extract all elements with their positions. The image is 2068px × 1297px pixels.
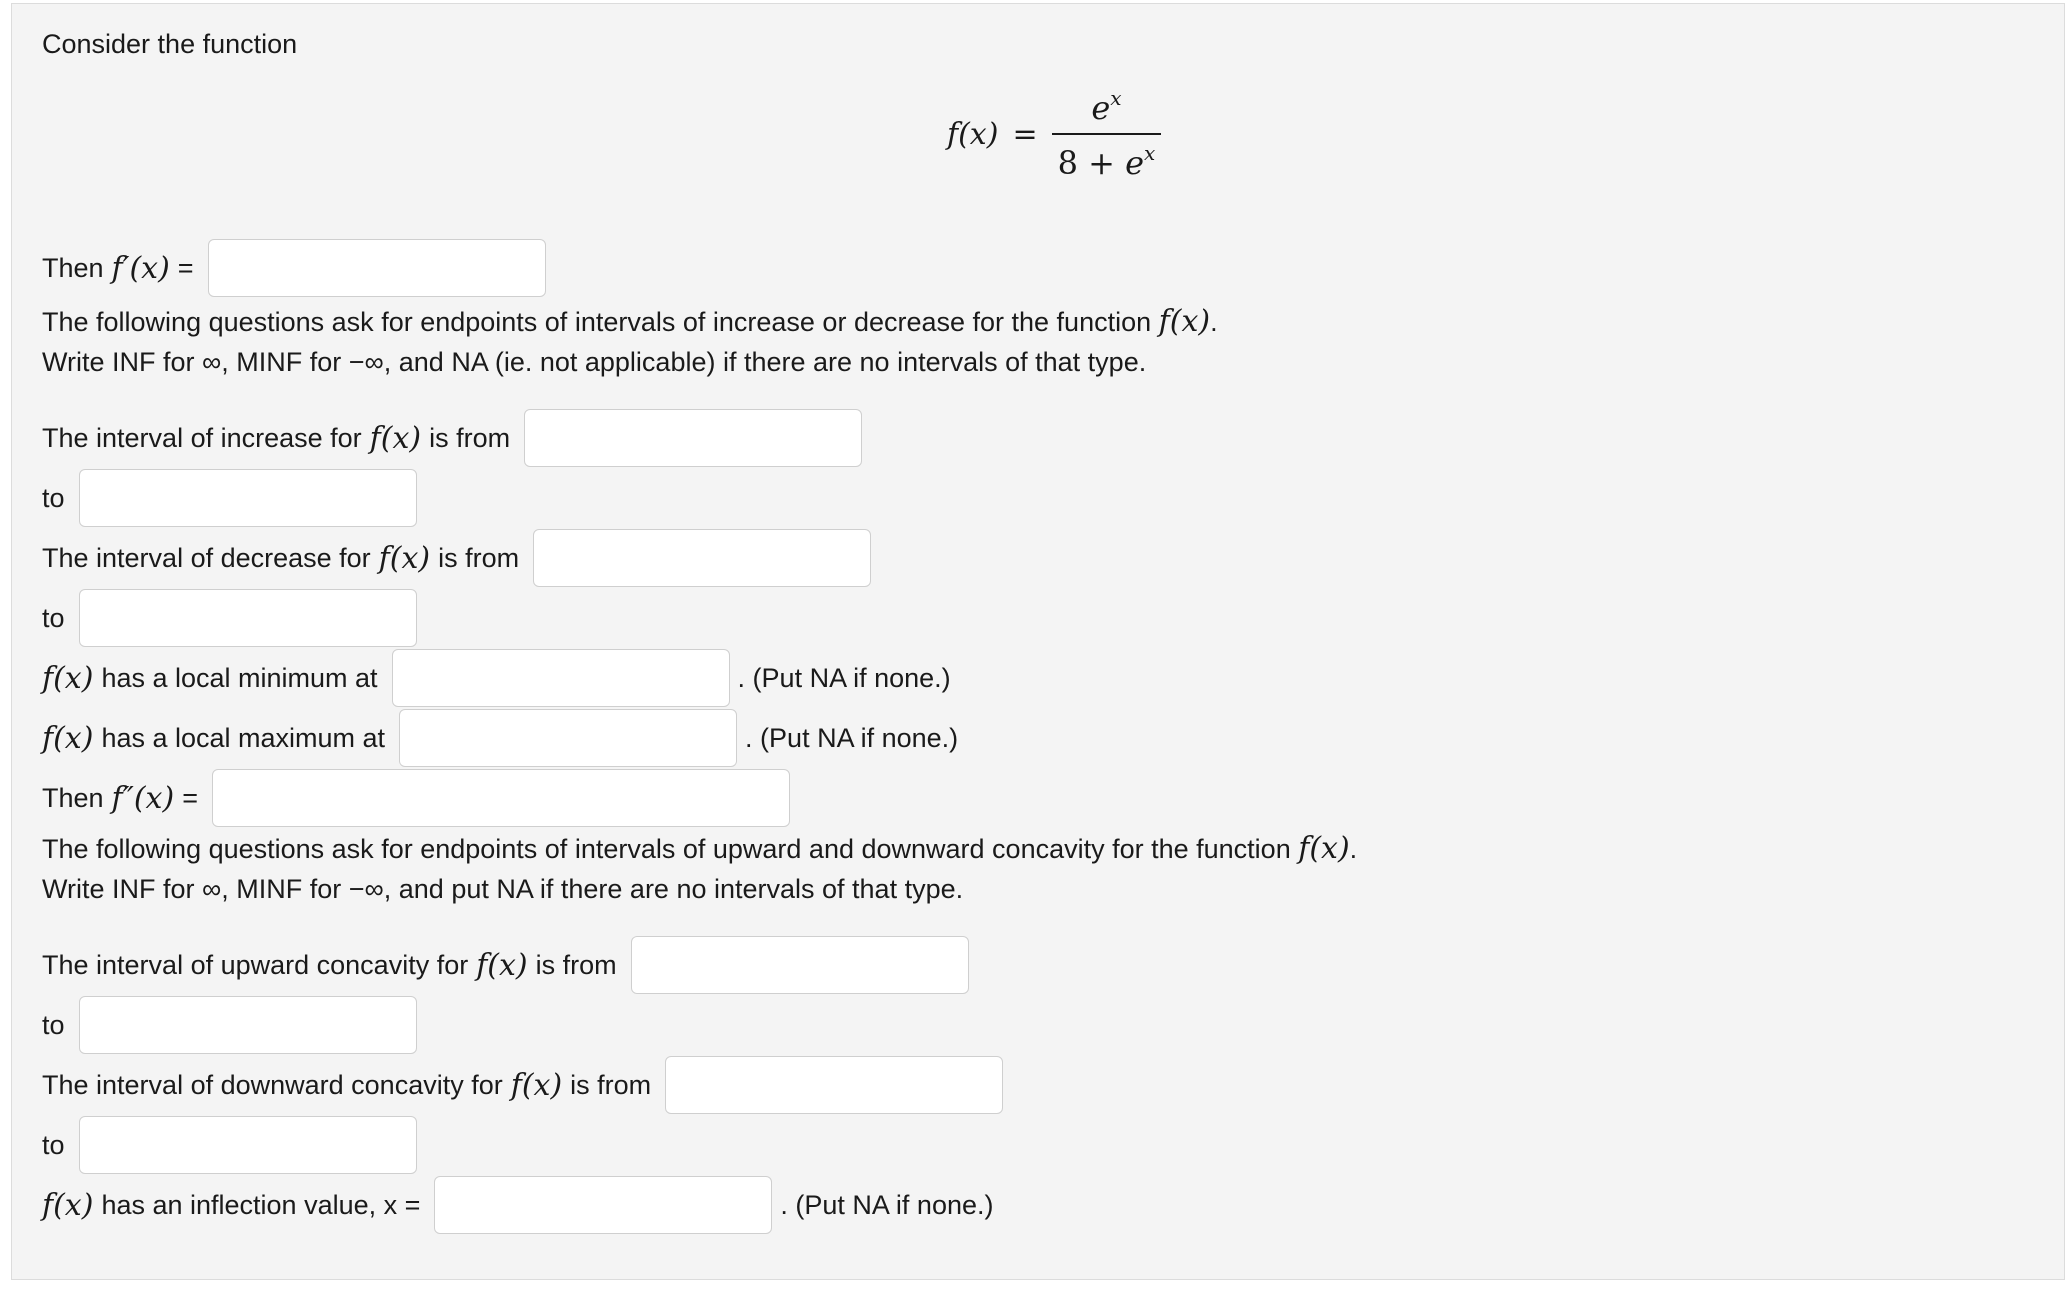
second-derivative-prefix: Then (42, 782, 104, 813)
denominator-exponent: x (1144, 141, 1156, 165)
instructions-period: . (1210, 307, 1218, 337)
function-formula (947, 74, 1161, 194)
decrease-to-label: to (42, 602, 65, 633)
upward-to-input[interactable] (79, 996, 417, 1054)
downward-suffix: is from (570, 1069, 652, 1100)
downward-from-row (42, 1056, 1003, 1114)
downward-to-row (42, 1116, 417, 1174)
local-min-row (42, 649, 951, 707)
second-derivative-equals: = (182, 782, 198, 813)
increase-instructions-line1 (42, 302, 1218, 342)
decrease-from-row (42, 529, 871, 587)
upward-label: The interval of upward concavity for (42, 949, 469, 980)
local-min-note: . (Put NA if none.) (737, 662, 951, 693)
increase-from-input[interactable] (524, 409, 862, 467)
downward-math: f(x) (510, 1067, 563, 1103)
local-max-math: f(x) (42, 720, 94, 756)
inflection-input[interactable] (434, 1176, 772, 1234)
upward-to-row (42, 996, 417, 1054)
concavity-instructions-text: The following questions ask for endpoints of intervals of upward and downward concavity for the function (42, 834, 1291, 864)
numerator-base: e (1091, 89, 1111, 127)
local-min-label: has a local minimum at (101, 662, 378, 693)
concavity-instructions-math: f(x) (1298, 831, 1350, 866)
upward-from-input[interactable] (631, 936, 969, 994)
increase-suffix: is from (429, 422, 511, 453)
upward-from-row (42, 936, 969, 994)
local-max-label: has a local maximum at (101, 722, 386, 753)
second-derivative-input[interactable] (212, 769, 790, 827)
downward-from-input[interactable] (665, 1056, 1003, 1114)
decrease-suffix: is from (438, 542, 520, 573)
question-panel (11, 3, 2065, 1280)
inflection-row (42, 1176, 994, 1234)
inflection-math: f(x) (42, 1187, 94, 1223)
inflection-label: has an inflection value, x = (101, 1189, 421, 1220)
second-derivative-symbol: f″(x) (111, 780, 175, 816)
local-min-math: f(x) (42, 660, 94, 696)
intro-text: Consider the function (42, 29, 298, 59)
decrease-math: f(x) (378, 540, 431, 576)
formula-denominator (1052, 133, 1162, 182)
increase-to-row (42, 469, 417, 527)
local-min-input[interactable] (392, 649, 730, 707)
concavity-instructions-period: . (1349, 834, 1358, 864)
increase-math: f(x) (369, 420, 422, 456)
increase-from-row (42, 409, 862, 467)
decrease-to-input[interactable] (79, 589, 417, 647)
decrease-label: The interval of decrease for (42, 542, 371, 573)
local-max-note: . (Put NA if none.) (745, 722, 959, 753)
local-max-row (42, 709, 958, 767)
first-derivative-symbol: f′(x) (111, 250, 170, 286)
downward-label: The interval of downward concavity for (42, 1069, 503, 1100)
concavity-instructions-line2: Write INF for ∞, MINF for −∞, and put NA if there are no intervals of that type. (42, 874, 964, 904)
inflection-note: . (Put NA if none.) (780, 1189, 994, 1220)
upward-to-label: to (42, 1009, 65, 1040)
first-derivative-equals: = (177, 252, 194, 283)
first-derivative-row (42, 239, 546, 297)
upward-suffix: is from (535, 949, 617, 980)
numerator-exponent: x (1110, 86, 1122, 110)
upward-math: f(x) (476, 947, 528, 983)
increase-label: The interval of increase for (42, 422, 362, 453)
denominator-base: e (1125, 144, 1145, 182)
decrease-to-row (42, 589, 417, 647)
formula-equals: = (1012, 116, 1038, 152)
downward-to-label: to (42, 1129, 65, 1160)
increase-to-input[interactable] (79, 469, 417, 527)
instructions-math: f(x) (1158, 304, 1211, 339)
decrease-from-input[interactable] (533, 529, 871, 587)
increase-to-label: to (42, 482, 65, 513)
formula-lhs: f(x) (947, 116, 999, 152)
local-max-input[interactable] (399, 709, 737, 767)
increase-instructions-line2: Write INF for ∞, MINF for −∞, and NA (ie. not applicable) if there are no intervals of that type. (42, 347, 1147, 377)
second-derivative-row (42, 769, 790, 827)
instructions-text: The following questions ask for endpoints of intervals of increase or decrease for the function (42, 307, 1152, 337)
first-derivative-prefix: Then (42, 252, 104, 283)
downward-to-input[interactable] (79, 1116, 417, 1174)
concavity-instructions-line1 (42, 829, 1357, 869)
formula-numerator (1085, 86, 1127, 133)
first-derivative-input[interactable] (208, 239, 546, 297)
formula-fraction (1052, 86, 1162, 182)
denominator-constant: 8 + (1057, 144, 1115, 182)
